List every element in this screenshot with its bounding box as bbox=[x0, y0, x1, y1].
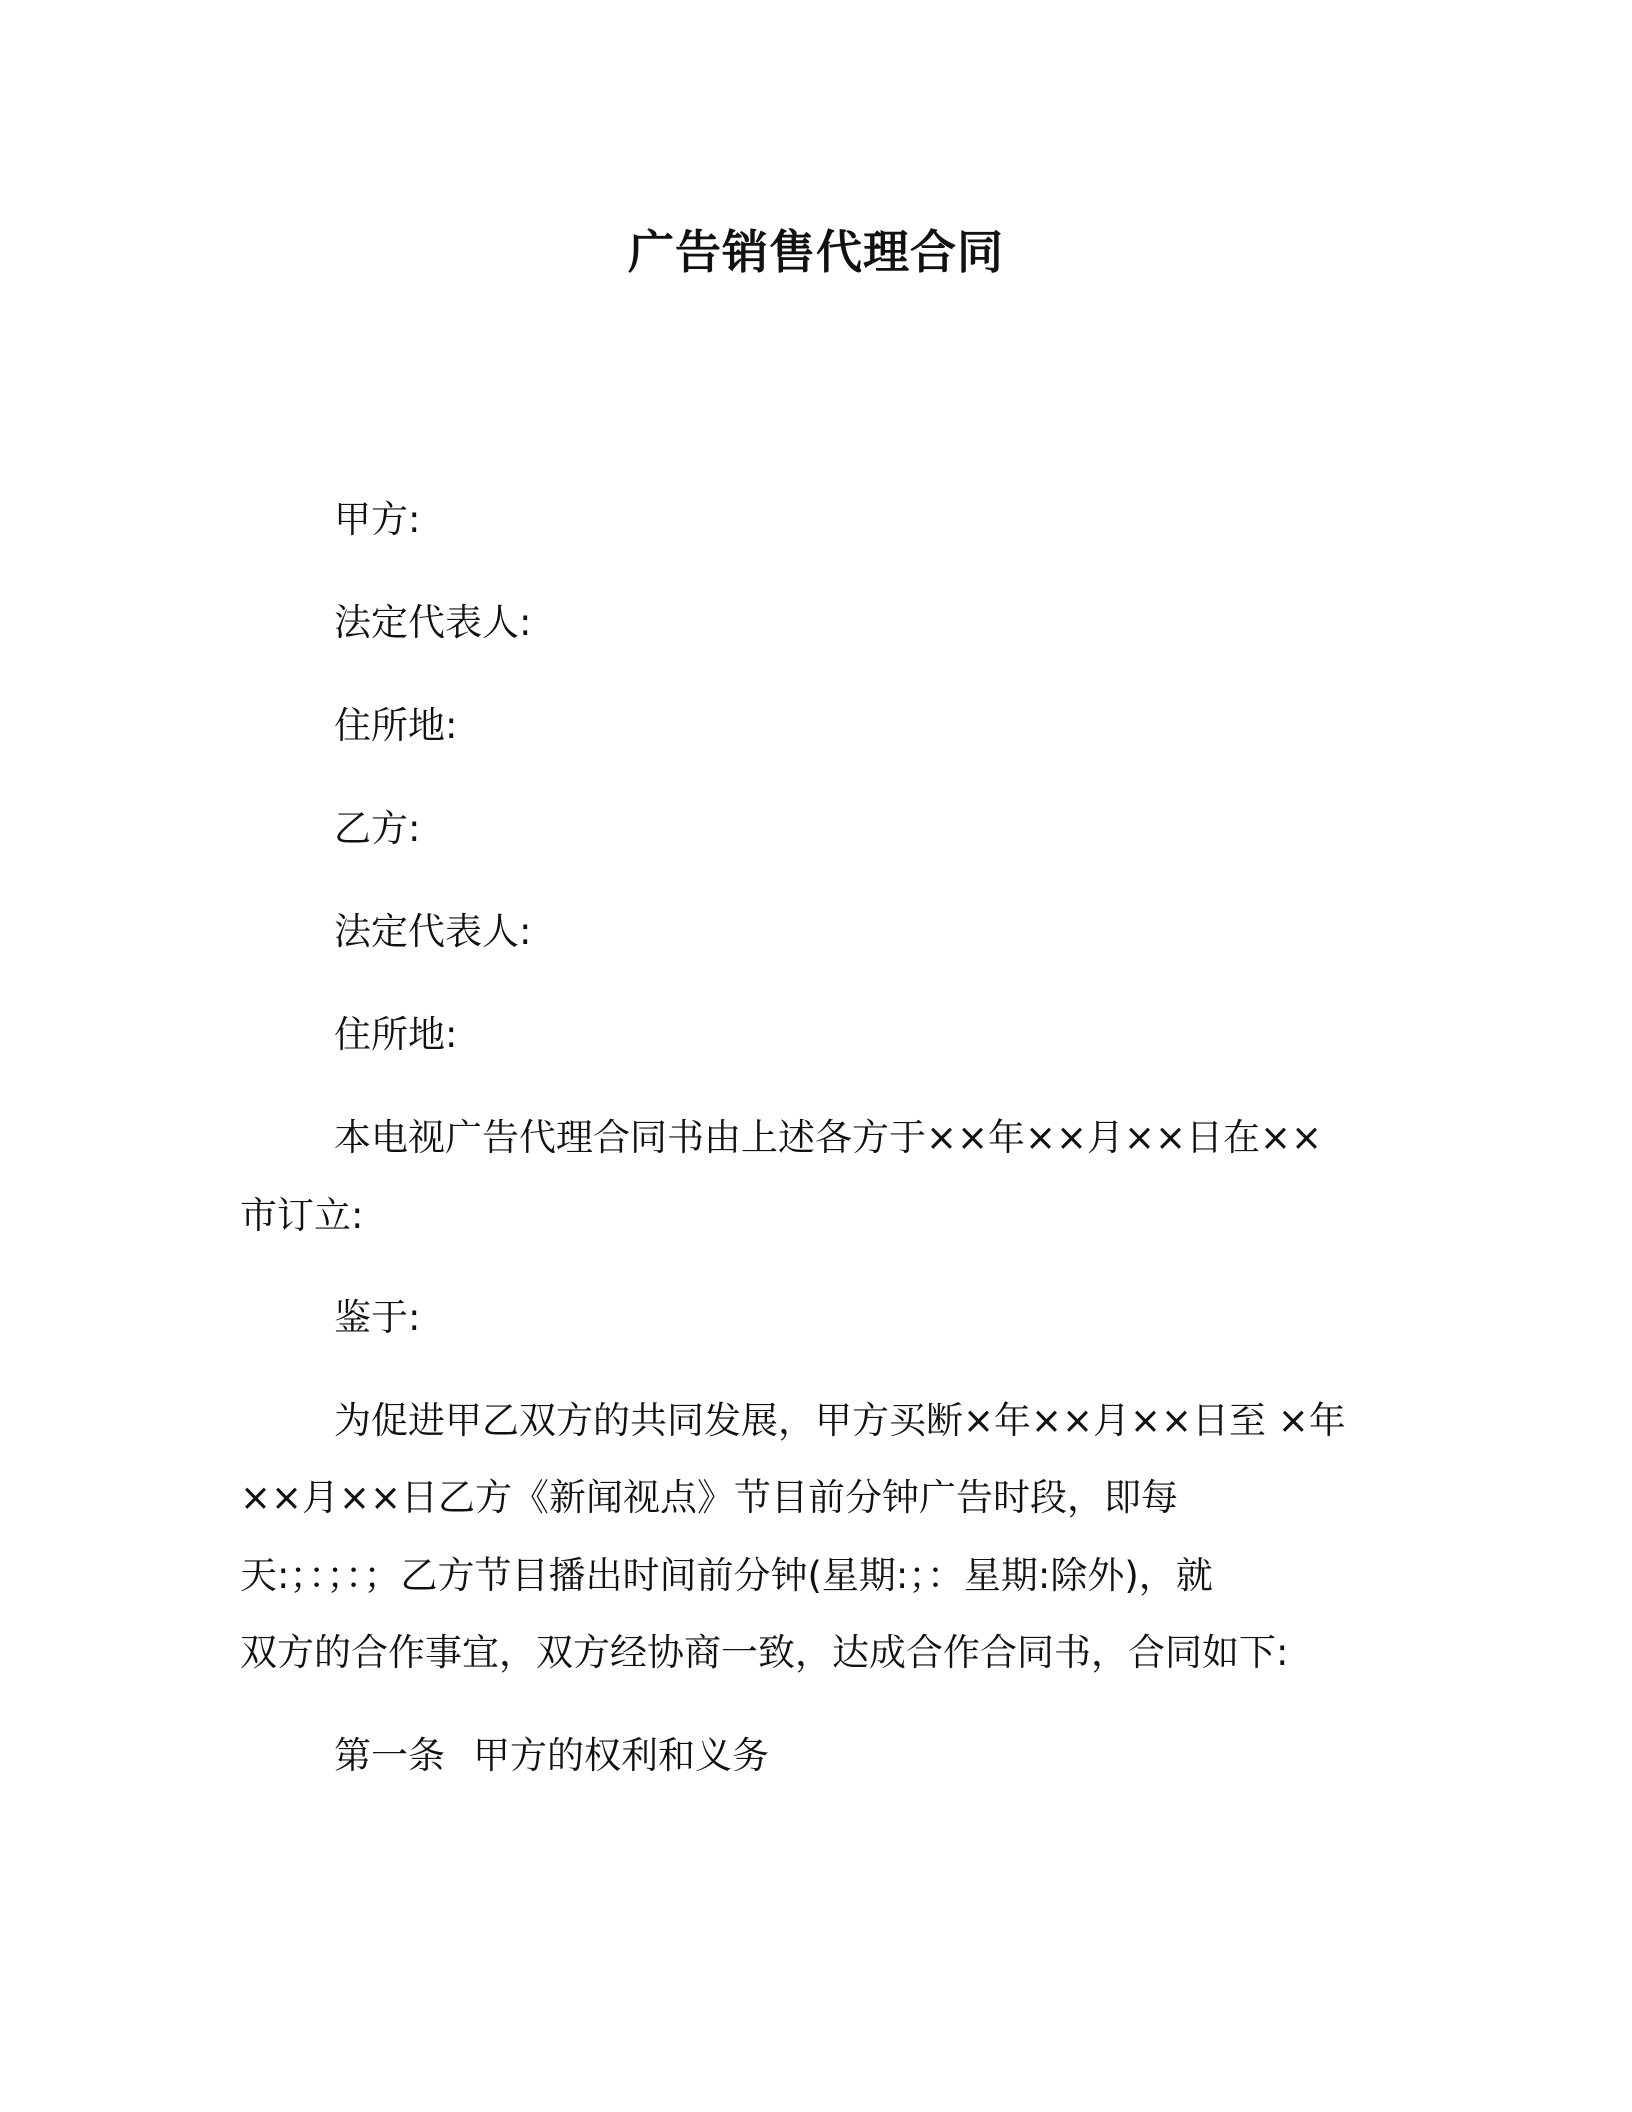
preamble-line-1: 本电视广告代理合同书由上述各方于××年××月××日在×× bbox=[334, 1116, 1323, 1159]
party-a-label: 甲方: bbox=[334, 498, 421, 541]
whereas-line-3: 天:；：；：；乙方节目播出时间前分钟(星期:；：星期:除外)，就 bbox=[240, 1554, 1213, 1597]
article-1-heading bbox=[334, 1732, 769, 1780]
document-title: 广告销售代理合同 bbox=[628, 225, 1004, 279]
article-1-title: 甲方的权利和义务 bbox=[473, 1734, 769, 1777]
party-b-address-label: 住所地: bbox=[334, 1013, 458, 1056]
preamble-line-2: 市订立: bbox=[240, 1194, 364, 1237]
whereas-line-4: 双方的合作事宜，双方经协商一致，达成合作合同书，合同如下: bbox=[240, 1631, 1289, 1674]
party-a-representative-label: 法定代表人: bbox=[334, 601, 532, 644]
article-1-number: 第一条 bbox=[334, 1734, 445, 1777]
party-b-label: 乙方: bbox=[334, 807, 421, 850]
whereas-label: 鉴于: bbox=[334, 1296, 421, 1339]
whereas-line-1: 为促进甲乙双方的共同发展，甲方买断×年××月××日至 ×年 bbox=[334, 1399, 1346, 1442]
party-b-representative-label: 法定代表人: bbox=[334, 910, 532, 953]
whereas-line-2: ××月××日乙方《新闻视点》节目前分钟广告时段，即每 bbox=[240, 1476, 1179, 1519]
party-a-address-label: 住所地: bbox=[334, 704, 458, 747]
